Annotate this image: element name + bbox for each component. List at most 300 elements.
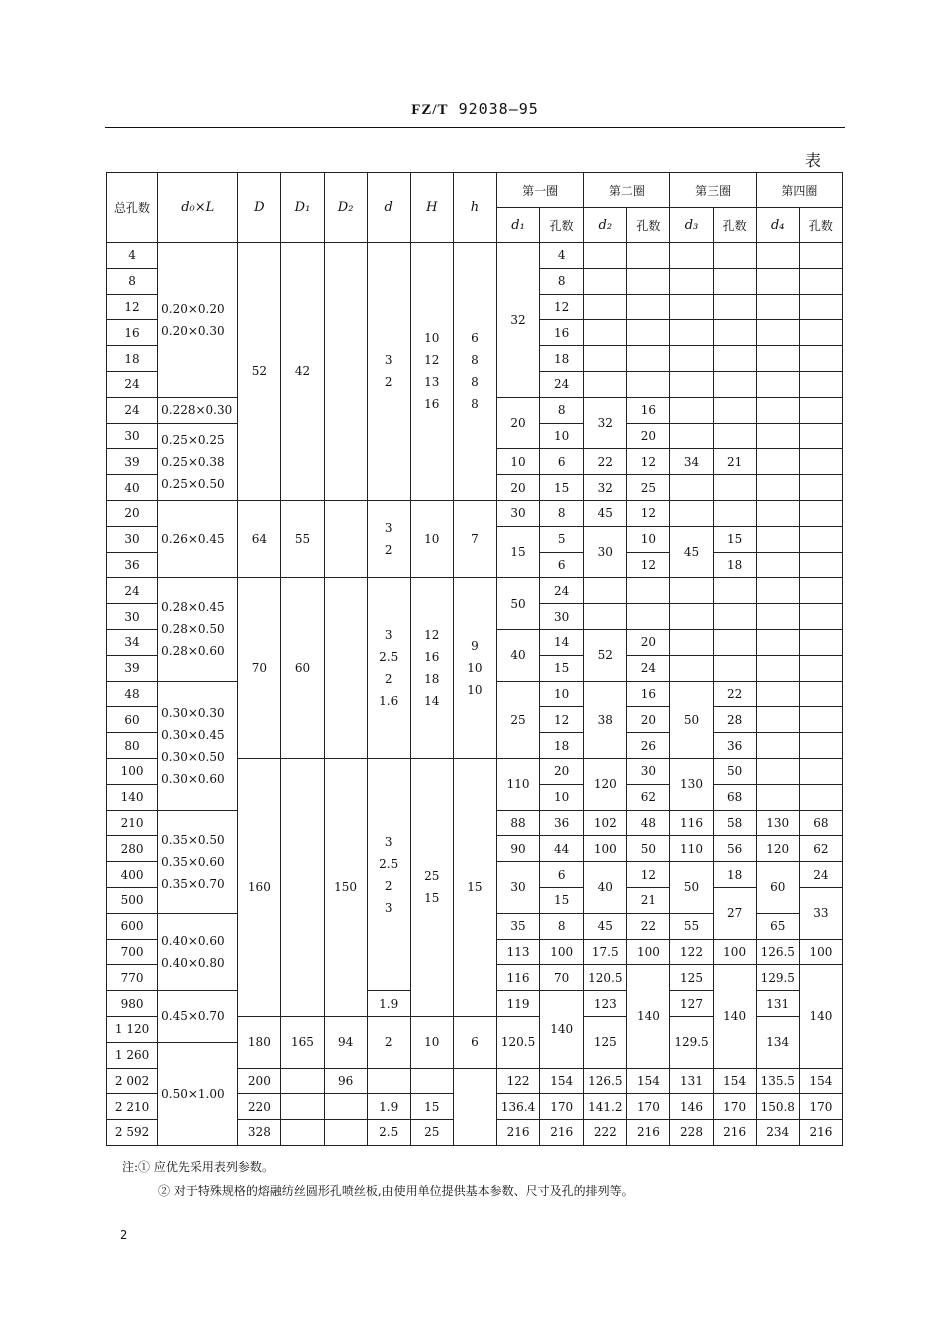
table-cell: 55 xyxy=(670,913,713,939)
table-cell xyxy=(799,629,842,655)
table-cell xyxy=(324,1120,367,1146)
table-cell xyxy=(670,371,713,397)
table-cell: 22 xyxy=(627,913,670,939)
table-cell xyxy=(799,681,842,707)
page-number: 2 xyxy=(120,1228,128,1242)
table-cell: 110 xyxy=(496,758,539,810)
header-D2: D₂ xyxy=(324,173,367,243)
table-cell xyxy=(756,346,799,372)
table-cell: 8 xyxy=(540,500,584,526)
header-d2: d₂ xyxy=(584,208,627,243)
table-cell: 100 xyxy=(540,939,584,965)
h-cell: 6 8 8 8 xyxy=(453,243,496,501)
table-cell xyxy=(584,371,627,397)
table-cell: 10 xyxy=(496,449,539,475)
header-d1: d₁ xyxy=(496,208,539,243)
header-D1: D₁ xyxy=(281,173,324,243)
header-rule xyxy=(105,127,845,128)
dl-cell: 0.20×0.20 0.20×0.30 xyxy=(158,243,238,398)
table-cell: 30 xyxy=(107,526,158,552)
spinneret-spec-table xyxy=(106,172,843,1146)
table-cell: 64 xyxy=(238,500,281,577)
table-cell: 131 xyxy=(670,1068,713,1094)
table-cell xyxy=(670,423,713,449)
table-cell: 34 xyxy=(670,449,713,475)
table-cell: 94 xyxy=(324,1016,367,1068)
table-cell: 12 16 18 14 xyxy=(410,578,453,759)
total-cell: 4 xyxy=(107,243,158,269)
table-cell: 123 xyxy=(584,991,627,1017)
table-cell xyxy=(713,371,756,397)
table-cell: 120.5 xyxy=(584,965,627,991)
table-cell: 45 xyxy=(584,913,627,939)
table-cell: 18 xyxy=(540,346,584,372)
dl-cell: 0.28×0.45 0.28×0.50 0.28×0.60 xyxy=(158,578,238,681)
note-2: ② 对于特殊规格的熔融纺丝圆形孔喷丝板,由使用单位提供基本参数、尺寸及孔的排列等。 xyxy=(158,1184,634,1198)
table-cell: 12 xyxy=(540,294,584,320)
table-cell xyxy=(799,475,842,501)
table-cell xyxy=(713,423,756,449)
table-cell: 6 xyxy=(540,449,584,475)
table-cell: 22 xyxy=(584,449,627,475)
table-cell: 60 xyxy=(756,862,799,914)
table-cell xyxy=(756,397,799,423)
table-cell: 80 xyxy=(107,733,158,759)
table-cell: 3 2 xyxy=(367,500,410,577)
dl-cell: 0.30×0.30 0.30×0.45 0.30×0.50 0.30×0.60 xyxy=(158,681,238,810)
table-cell: 21 xyxy=(713,449,756,475)
table-cell: 140 xyxy=(627,965,670,1068)
table-cell xyxy=(756,655,799,681)
table-cell: 10 xyxy=(540,423,584,449)
table-cell xyxy=(584,604,627,630)
table-cell: 122 xyxy=(670,939,713,965)
header-holes-4: 孔数 xyxy=(799,208,842,243)
table-cell: 40 xyxy=(584,862,627,914)
table-cell xyxy=(799,655,842,681)
table-cell xyxy=(281,1120,324,1146)
table-cell: 126.5 xyxy=(756,939,799,965)
table-cell xyxy=(799,346,842,372)
table-cell: 52 xyxy=(584,629,627,681)
table-cell: 20 xyxy=(496,475,539,501)
table-cell: 30 xyxy=(107,604,158,630)
table-cell: 136.4 xyxy=(496,1094,539,1120)
table-cell xyxy=(756,733,799,759)
table-row xyxy=(107,500,843,526)
table-cell: 55 xyxy=(281,500,324,577)
dl-cell: 0.26×0.45 xyxy=(158,500,238,577)
table-cell: 1 120 xyxy=(107,1016,158,1042)
table-cell xyxy=(627,371,670,397)
table-cell: 40 xyxy=(496,629,539,681)
table-cell: 130 xyxy=(670,758,713,810)
table-cell xyxy=(799,784,842,810)
table-cell: 39 xyxy=(107,449,158,475)
table-cell: 10 xyxy=(540,681,584,707)
table-cell xyxy=(799,500,842,526)
table-cell xyxy=(410,1068,453,1094)
table-cell: 20 xyxy=(627,423,670,449)
table-cell: 45 xyxy=(670,526,713,578)
table-cell xyxy=(756,475,799,501)
table-cell xyxy=(584,243,627,269)
table-cell xyxy=(756,552,799,578)
table-cell: 222 xyxy=(584,1120,627,1146)
table-cell xyxy=(799,526,842,552)
table-cell: 62 xyxy=(799,836,842,862)
table-cell: 16 xyxy=(627,681,670,707)
table-cell: 10 xyxy=(540,784,584,810)
table-cell: 130 xyxy=(756,810,799,836)
table-cell: 129.5 xyxy=(756,965,799,991)
table-cell xyxy=(799,604,842,630)
table-cell: 20 xyxy=(496,397,539,449)
table-cell: 2 002 xyxy=(107,1068,158,1094)
table-cell: 21 xyxy=(627,887,670,913)
table-cell: 24 xyxy=(540,371,584,397)
table-cell xyxy=(670,604,713,630)
table-cell: 2 592 xyxy=(107,1120,158,1146)
table-cell xyxy=(799,578,842,604)
header-ring-3: 第三圈 xyxy=(670,173,756,208)
table-cell: 20 xyxy=(627,629,670,655)
table-cell: 33 xyxy=(799,887,842,939)
table-cell: 12 xyxy=(540,707,584,733)
table-cell: 45 xyxy=(584,500,627,526)
header-D: D xyxy=(238,173,281,243)
table-cell: 36 xyxy=(540,810,584,836)
table-cell xyxy=(324,1094,367,1120)
table-cell xyxy=(627,320,670,346)
table-cell: 27 xyxy=(713,887,756,939)
table-cell: 70 xyxy=(540,965,584,991)
table-cell: 129.5 xyxy=(670,1016,713,1068)
table-cell: 154 xyxy=(799,1068,842,1094)
table-cell xyxy=(584,346,627,372)
table-cell: 12 xyxy=(627,500,670,526)
dl-cell: 0.45×0.70 xyxy=(158,991,238,1043)
table-cell: 165 xyxy=(281,1016,324,1068)
table-cell xyxy=(367,1068,410,1094)
H-cell: 10 12 13 16 xyxy=(410,243,453,501)
table-cell xyxy=(756,423,799,449)
table-cell: 140 xyxy=(107,784,158,810)
D-cell: 52 xyxy=(238,243,281,501)
table-row xyxy=(107,243,843,269)
header-d0xl: d₀×L xyxy=(158,173,238,243)
table-cell: 216 xyxy=(540,1120,584,1146)
table-cell: 32 xyxy=(584,475,627,501)
table-cell xyxy=(756,320,799,346)
table-cell: 100 xyxy=(799,939,842,965)
table-cell xyxy=(713,346,756,372)
table-cell xyxy=(324,500,367,577)
table-cell: 120 xyxy=(756,836,799,862)
table-cell: 70 xyxy=(238,578,281,759)
table-cell: 146 xyxy=(670,1094,713,1120)
table-cell: 24 xyxy=(107,397,158,423)
table-cell: 210 xyxy=(107,810,158,836)
table-cell xyxy=(799,371,842,397)
table-cell: 36 xyxy=(107,552,158,578)
table-cell: 9 10 10 xyxy=(453,578,496,759)
table-cell: 126.5 xyxy=(584,1068,627,1094)
table-row xyxy=(107,173,843,208)
table-cell: 8 xyxy=(540,913,584,939)
table-cell: 102 xyxy=(584,810,627,836)
table-cell xyxy=(281,758,324,1016)
table-cell: 119 xyxy=(496,991,539,1017)
table-cell xyxy=(713,578,756,604)
header-holes-3: 孔数 xyxy=(713,208,756,243)
table-cell: 18 xyxy=(713,862,756,888)
table-cell xyxy=(799,758,842,784)
table-cell: 30 xyxy=(496,862,539,914)
standard-code-number: 92038—95 xyxy=(458,100,539,118)
table-cell: 400 xyxy=(107,862,158,888)
table-cell: 5 xyxy=(540,526,584,552)
table-cell: 25 xyxy=(627,475,670,501)
header-ring-1: 第一圈 xyxy=(496,173,583,208)
table-cell xyxy=(627,346,670,372)
table-cell xyxy=(756,268,799,294)
table-cell: 18 xyxy=(540,733,584,759)
table-cell xyxy=(799,449,842,475)
table-cell xyxy=(756,681,799,707)
table-cell: 38 xyxy=(584,681,627,758)
header-h: h xyxy=(453,173,496,243)
table-cell: 25 xyxy=(496,681,539,758)
table-cell: 2 xyxy=(367,1016,410,1068)
note-1: 注:① 应优先采用表列参数。 xyxy=(122,1160,274,1174)
dl-cell: 0.50×1.00 xyxy=(158,1042,238,1145)
dl-cell: 0.25×0.25 0.25×0.38 0.25×0.50 xyxy=(158,423,238,500)
table-cell: 50 xyxy=(670,862,713,914)
table-cell xyxy=(799,423,842,449)
table-cell: 2 210 xyxy=(107,1094,158,1120)
table-cell: 154 xyxy=(713,1068,756,1094)
table-cell: 56 xyxy=(713,836,756,862)
table-cell: 6 xyxy=(453,1016,496,1068)
table-cell: 131 xyxy=(756,991,799,1017)
table-cell: 116 xyxy=(496,965,539,991)
header-H: H xyxy=(410,173,453,243)
table-cell: 20 xyxy=(107,500,158,526)
table-cell: 170 xyxy=(540,1094,584,1120)
table-cell: 1.9 xyxy=(367,1094,410,1120)
table-cell: 15 xyxy=(540,887,584,913)
header-d4: d₄ xyxy=(756,208,799,243)
table-cell: 20 xyxy=(627,707,670,733)
table-cell xyxy=(281,1094,324,1120)
table-cell: 68 xyxy=(713,784,756,810)
table-cell: 12 xyxy=(627,449,670,475)
table-cell: 48 xyxy=(627,810,670,836)
table-cell xyxy=(756,294,799,320)
table-cell: 96 xyxy=(324,1068,367,1094)
table-cell: 134 xyxy=(756,1016,799,1068)
table-cell: 36 xyxy=(713,733,756,759)
table-cell: 6 xyxy=(540,552,584,578)
d-cell: 3 2 xyxy=(367,243,410,501)
table-cell: 770 xyxy=(107,965,158,991)
table-cell: 150 xyxy=(324,758,367,1016)
table-cell: 15 xyxy=(713,526,756,552)
table-cell xyxy=(713,629,756,655)
table-cell: 140 xyxy=(713,965,756,1068)
table-cell: 2.5 xyxy=(367,1120,410,1146)
table-cell xyxy=(670,397,713,423)
table-cell: 100 xyxy=(627,939,670,965)
table-cell: 18 xyxy=(713,552,756,578)
dl-cell: 0.35×0.50 0.35×0.60 0.35×0.70 xyxy=(158,810,238,913)
table-cell xyxy=(799,552,842,578)
table-cell xyxy=(756,526,799,552)
table-cell xyxy=(713,604,756,630)
table-cell: 16 xyxy=(627,397,670,423)
table-cell xyxy=(670,629,713,655)
dl-cell: 0.228×0.30 xyxy=(158,397,238,423)
table-cell xyxy=(713,320,756,346)
table-cell: 28 xyxy=(713,707,756,733)
table-cell: 24 xyxy=(799,862,842,888)
table-cell: 12 xyxy=(627,862,670,888)
table-cell: 62 xyxy=(627,784,670,810)
header-holes-1: 孔数 xyxy=(540,208,584,243)
table-cell: 170 xyxy=(713,1094,756,1120)
table-cell: 234 xyxy=(756,1120,799,1146)
table-cell xyxy=(670,268,713,294)
table-cell xyxy=(281,1068,324,1094)
table-cell: 24 xyxy=(540,578,584,604)
table-cell: 24 xyxy=(107,371,158,397)
table-cell xyxy=(756,604,799,630)
table-cell xyxy=(670,578,713,604)
table-cell: 216 xyxy=(627,1120,670,1146)
table-cell xyxy=(756,500,799,526)
table-cell: 116 xyxy=(670,810,713,836)
table-cell: 110 xyxy=(670,836,713,862)
table-cell xyxy=(799,397,842,423)
D1-cell: 42 xyxy=(281,243,324,501)
table-cell xyxy=(799,243,842,269)
header-d: d xyxy=(367,173,410,243)
table-cell xyxy=(627,604,670,630)
table-cell: 58 xyxy=(713,810,756,836)
table-cell: 15 xyxy=(540,475,584,501)
table-cell: 25 xyxy=(410,1120,453,1146)
table-cell: 160 xyxy=(238,758,281,1016)
table-cell: 60 xyxy=(281,578,324,759)
table-cell: 50 xyxy=(496,578,539,630)
table-cell xyxy=(627,268,670,294)
table-cell xyxy=(670,475,713,501)
table-cell: 150.8 xyxy=(756,1094,799,1120)
table-cell: 65 xyxy=(756,913,799,939)
table-cell: 1.9 xyxy=(367,991,410,1017)
table-cell xyxy=(756,578,799,604)
table-cell: 30 xyxy=(627,758,670,784)
table-cell: 22 xyxy=(713,681,756,707)
table-cell: 88 xyxy=(496,810,539,836)
table-cell: 48 xyxy=(107,681,158,707)
table-cell xyxy=(713,268,756,294)
table-cell: 127 xyxy=(670,991,713,1017)
table-cell: 120.5 xyxy=(496,1016,539,1068)
header-ring-2: 第二圈 xyxy=(584,173,670,208)
table-cell: 600 xyxy=(107,913,158,939)
table-cell xyxy=(713,500,756,526)
table-cell: 15 xyxy=(410,1094,453,1120)
table-cell xyxy=(799,268,842,294)
table-cell: 7 xyxy=(453,500,496,577)
table-cell: 26 xyxy=(627,733,670,759)
table-cell xyxy=(670,655,713,681)
table-cell: 8 xyxy=(540,397,584,423)
table-cell: 30 xyxy=(107,423,158,449)
table-cell: 68 xyxy=(799,810,842,836)
table-row xyxy=(107,578,843,604)
table-cell: 90 xyxy=(496,836,539,862)
table-cell: 125 xyxy=(670,965,713,991)
table-cell: 180 xyxy=(238,1016,281,1068)
table-cell xyxy=(627,294,670,320)
table-cell xyxy=(799,707,842,733)
table-cell: 20 xyxy=(540,758,584,784)
table-cell: 170 xyxy=(627,1094,670,1120)
table-cell xyxy=(756,371,799,397)
header-ring-4: 第四圈 xyxy=(756,173,842,208)
table-cell: 228 xyxy=(670,1120,713,1146)
table-cell: 15 xyxy=(453,758,496,1016)
table-cell: 6 xyxy=(540,862,584,888)
header-d3: d₃ xyxy=(670,208,713,243)
table-cell: 1 260 xyxy=(107,1042,158,1068)
table-cell xyxy=(756,243,799,269)
table-cell: 100 xyxy=(584,836,627,862)
table-cell xyxy=(453,1068,496,1145)
table-cell: 8 xyxy=(107,268,158,294)
table-cell xyxy=(584,268,627,294)
table-cell: 200 xyxy=(238,1068,281,1094)
table-cell: 14 xyxy=(540,629,584,655)
table-cell xyxy=(584,320,627,346)
table-cell: 10 xyxy=(627,526,670,552)
table-cell: 35 xyxy=(496,913,539,939)
table-label: 表 xyxy=(805,151,822,170)
table-cell: 44 xyxy=(540,836,584,862)
table-cell: 135.5 xyxy=(756,1068,799,1094)
table-cell xyxy=(670,294,713,320)
table-cell: 12 xyxy=(107,294,158,320)
table-cell: 25 15 xyxy=(410,758,453,1016)
table-cell: 216 xyxy=(496,1120,539,1146)
table-cell: 8 xyxy=(540,268,584,294)
table-cell: 12 xyxy=(627,552,670,578)
header-total-holes: 总孔数 xyxy=(107,173,158,243)
table-cell xyxy=(799,294,842,320)
table-cell xyxy=(756,449,799,475)
table-cell: 500 xyxy=(107,887,158,913)
table-cell: 700 xyxy=(107,939,158,965)
table-cell: 32 xyxy=(584,397,627,449)
table-cell: 16 xyxy=(107,320,158,346)
table-cell: 50 xyxy=(627,836,670,862)
table-cell: 216 xyxy=(713,1120,756,1146)
table-cell: 100 xyxy=(107,758,158,784)
table-cell xyxy=(584,294,627,320)
